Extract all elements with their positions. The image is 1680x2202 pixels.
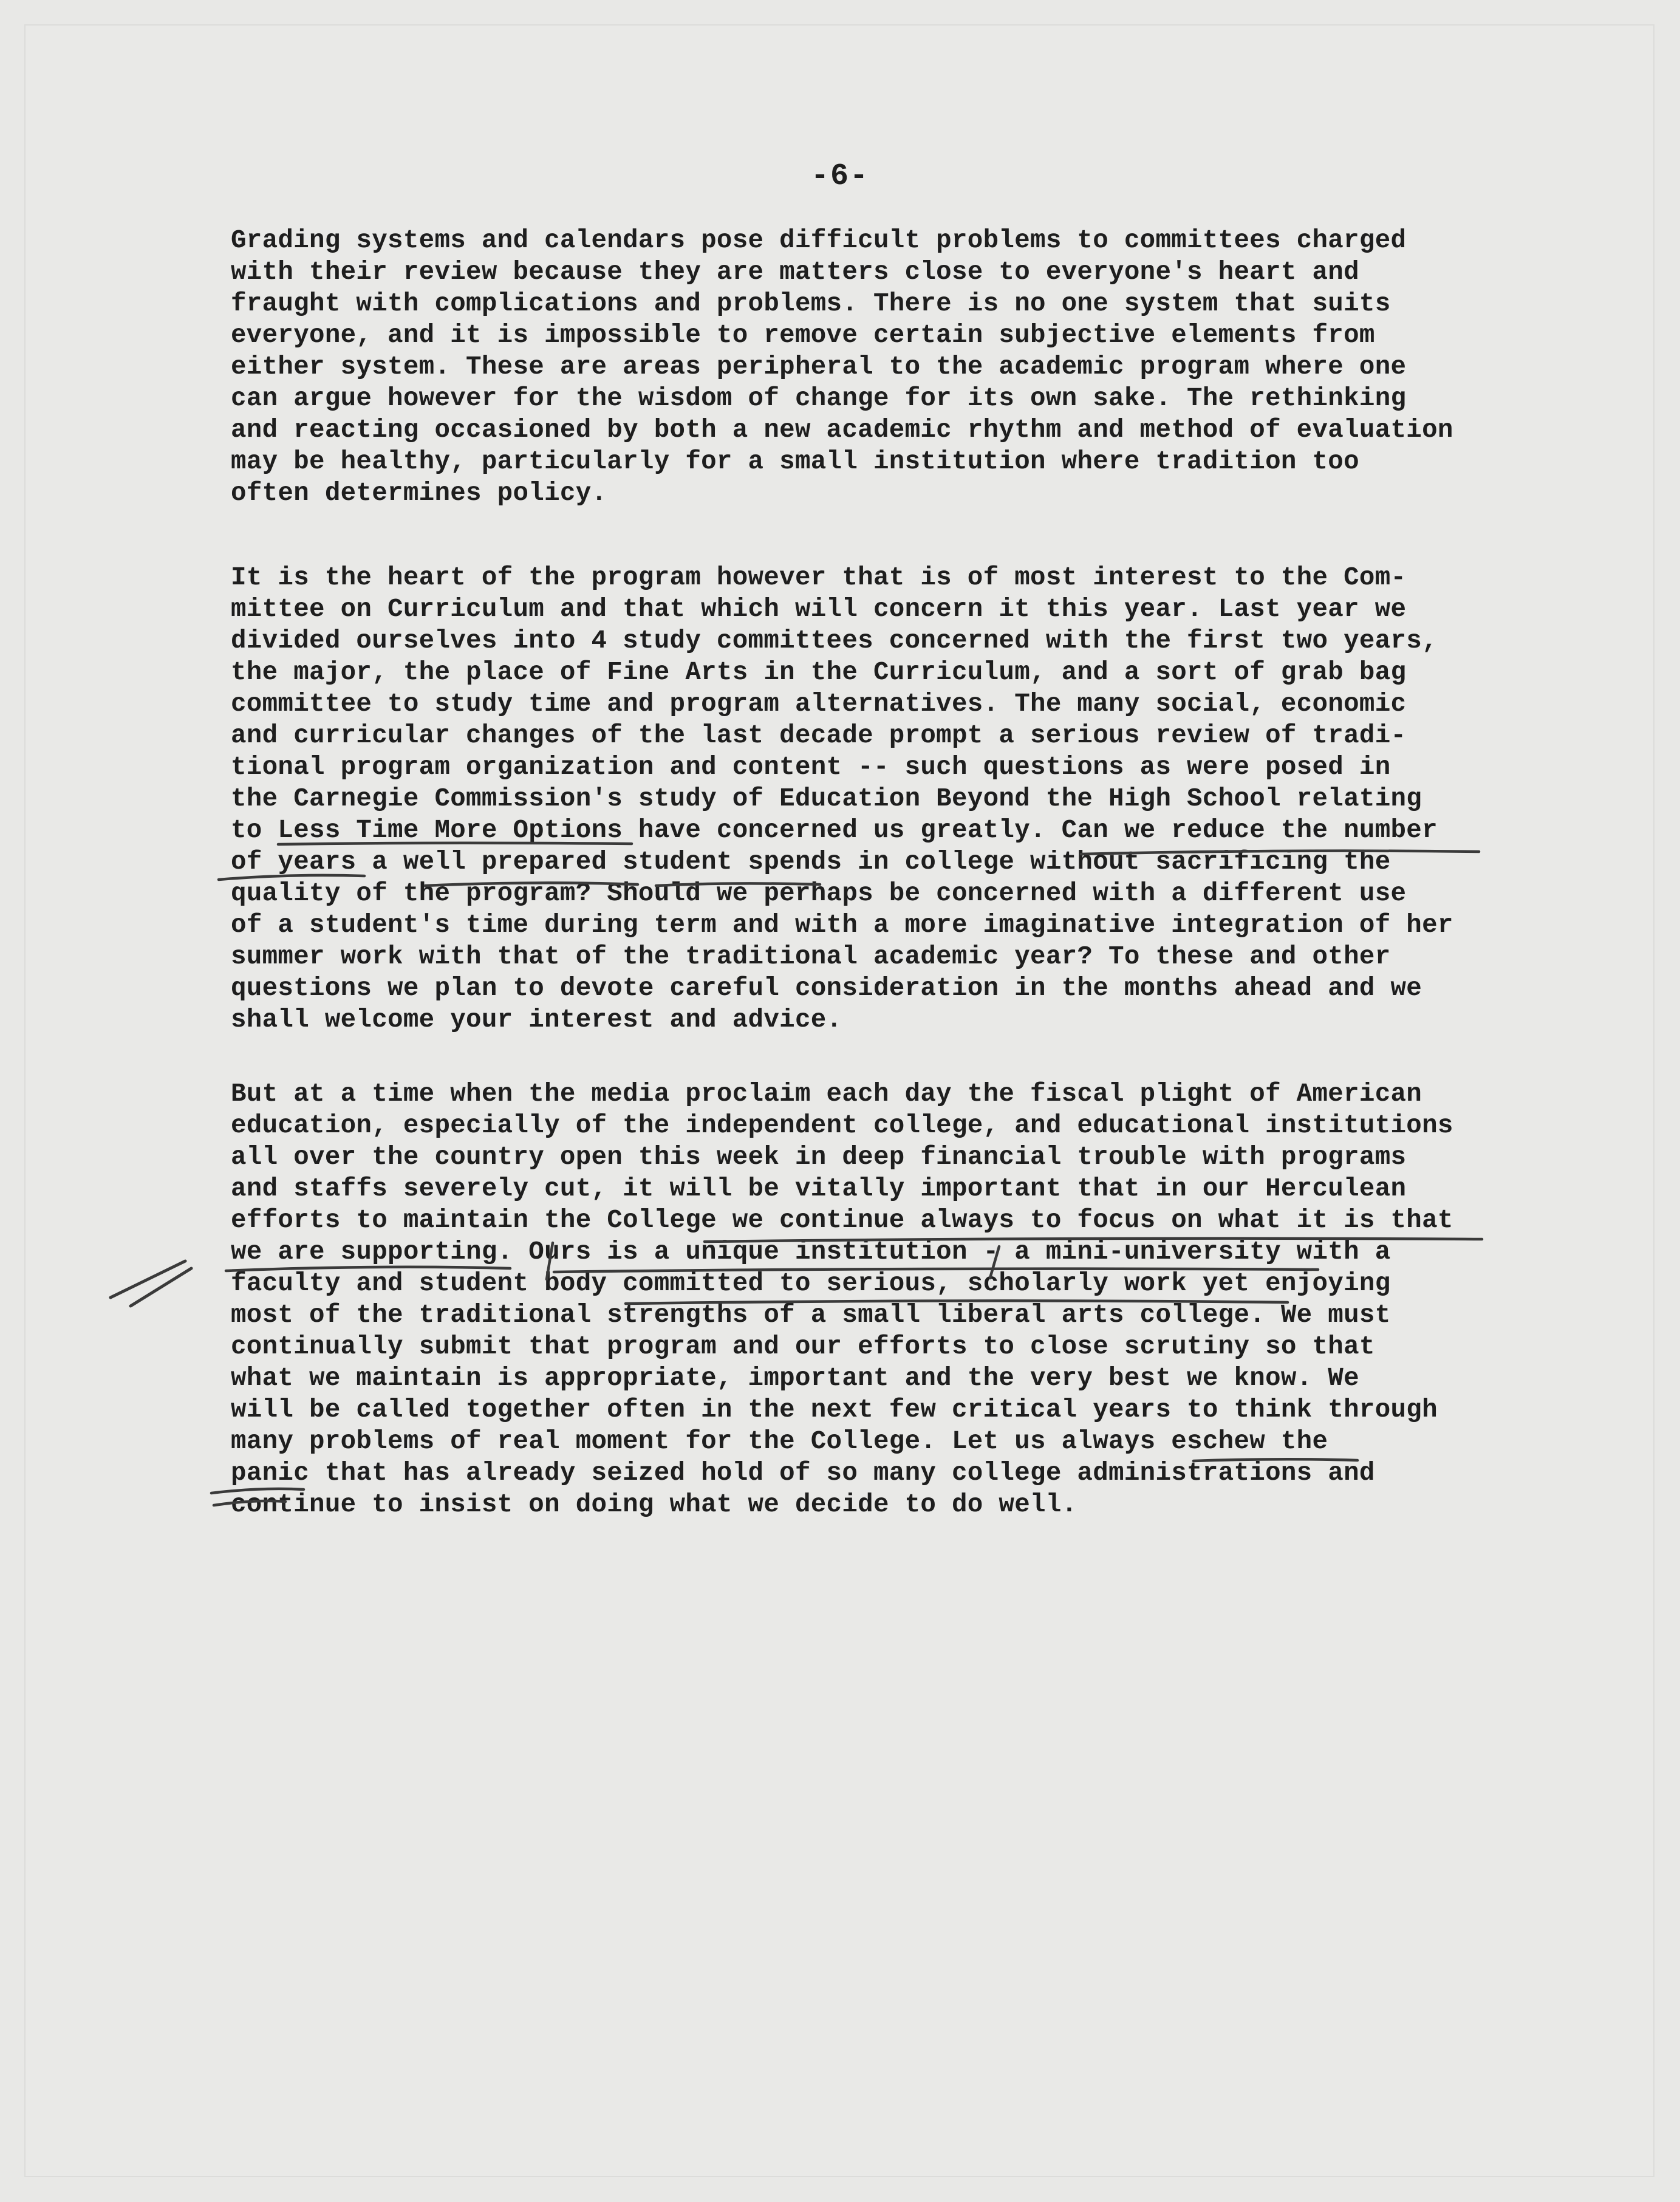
text-line: many problems of real moment for the College. Let us always eschew the [231, 1427, 1328, 1456]
text-line: the Carnegie Commission's study of Education Beyond the High School relating [231, 784, 1422, 813]
text-line: It is the heart of the program however that is of most interest to the Com- [231, 563, 1407, 592]
text-line: of a student's time during term and with a more imaginative integration of her [231, 911, 1453, 940]
text-line: will be called together often in the next few critical years to think through [231, 1395, 1438, 1424]
text-line: quality of the program? Should we perhaps be concerned with a different use [231, 879, 1407, 908]
text-line: questions we plan to devote careful consideration in the months ahead and we [231, 974, 1422, 1003]
text-line: with their review because they are matters close to everyone's heart and [231, 258, 1359, 287]
text-line: panic that has already seized hold of so many college administrations and [231, 1458, 1375, 1488]
text-line: can argue however for the wisdom of change for its own sake. The rethinking [231, 384, 1407, 413]
text-line: efforts to maintain the College we continue always to focus on what it is that [231, 1206, 1453, 1235]
text-line: either system. These are areas peripheral to the academic program where one [231, 352, 1407, 381]
text-line: the major, the place of Fine Arts in the Curriculum, and a sort of grab bag [231, 658, 1407, 687]
text-line: committee to study time and program alternatives. The many social, economic [231, 689, 1407, 719]
text-line: education, especially of the independent college, and educational institutions [231, 1111, 1453, 1140]
text-line: But at a time when the media proclaim each day the fiscal plight of American [231, 1079, 1422, 1109]
paragraph-curriculum [231, 562, 1488, 1036]
text-line: fraught with complications and problems. There is no one system that suits [231, 289, 1391, 318]
text-line: often determines policy. [231, 479, 607, 508]
text-line: to Less Time More Options have concerned us greatly. Can we reduce the number [231, 816, 1438, 845]
text-line: of years a well prepared student spends in college without sacrificing the [231, 847, 1391, 877]
paragraph-fiscal-plight [231, 1078, 1488, 1520]
text-line: mittee on Curriculum and that which will concern it this year. Last year we [231, 595, 1407, 624]
text-line: continue to insist on doing what we decide to do well. [231, 1490, 1077, 1519]
text-line: and reacting occasioned by both a new academic rhythm and method of evaluation [231, 415, 1453, 445]
text-line: most of the traditional strengths of a small liberal arts college. We must [231, 1301, 1391, 1330]
text-line: Grading systems and calendars pose difficult problems to committees charged [231, 226, 1407, 255]
text-line: what we maintain is appropriate, important and the very best we know. We [231, 1364, 1359, 1393]
text-line: faculty and student body committed to serious, scholarly work yet enjoying [231, 1269, 1391, 1298]
paragraph-grading-systems [231, 225, 1488, 509]
text-line: and staffs severely cut, it will be vitally important that in our Herculean [231, 1174, 1407, 1203]
text-line: everyone, and it is impossible to remove certain subjective elements from [231, 321, 1375, 350]
text-line: continually submit that program and our efforts to close scrutiny so that [231, 1332, 1375, 1361]
text-line: all over the country open this week in deep financial trouble with programs [231, 1143, 1407, 1172]
text-line: shall welcome your interest and advice. [231, 1005, 842, 1034]
page-number: -6- [810, 159, 869, 194]
text-line: may be healthy, particularly for a small institution where tradition too [231, 447, 1359, 476]
text-line: tional program organization and content -- such questions as were posed in [231, 753, 1391, 782]
text-line: we are supporting. Ours is a unique institution - a mini-university with a [231, 1237, 1391, 1267]
text-line: and curricular changes of the last decade prompt a serious review of tradi- [231, 721, 1407, 750]
text-line: divided ourselves into 4 study committees concerned with the first two years, [231, 626, 1438, 655]
text-line: summer work with that of the traditional academic year? To these and other [231, 942, 1391, 971]
